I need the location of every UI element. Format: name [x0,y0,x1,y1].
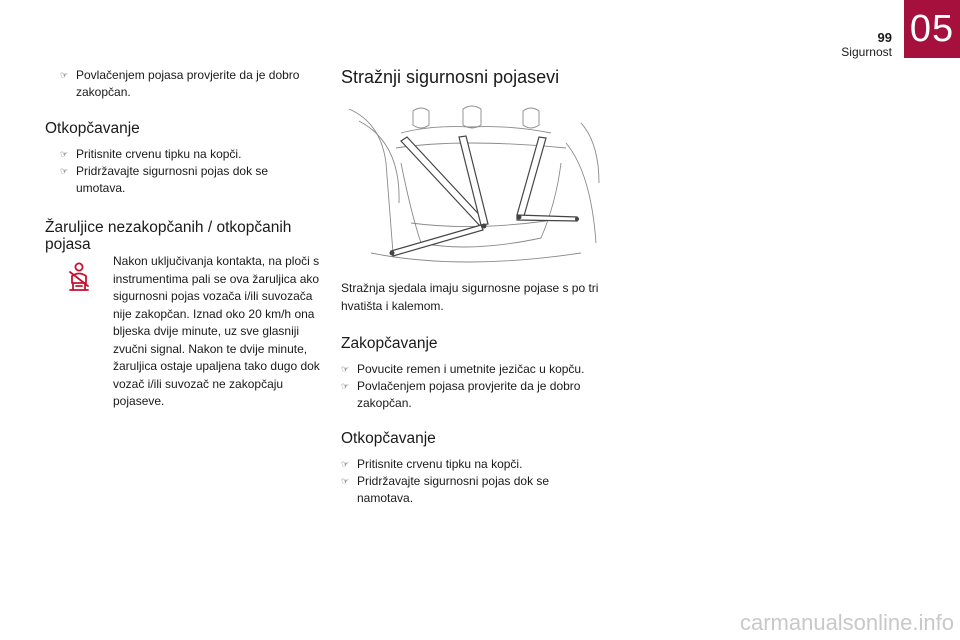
arrow-bullet-icon: ☞ [341,476,350,486]
list-item: ☞ Pritisnite crvenu tipku na kopči. [341,457,523,471]
left-intro [60,67,325,101]
arrow-bullet-icon: ☞ [341,459,350,469]
page-number: 99 [877,30,892,45]
arrow-bullet-icon: ☞ [341,364,350,374]
section-title-warning: Žaruljice nezakopčanih / otkopčanih pojasa [45,219,292,253]
list-item: ☞ Povucite remen i umetnite jezičac u kopču. [341,362,585,376]
page-title: Stražnji sigurnosni pojasevi [341,67,560,87]
illustration-caption: Stražnja sjedala imaju sigurnosne pojase s po tri hvatišta i kalemom. [341,281,599,313]
arrow-bullet-icon: ☞ [60,166,69,176]
list-item: ☞ Pridržavajte sigurnosni pojas dok se namotava. [341,474,550,505]
arrow-bullet-icon: ☞ [60,149,69,159]
list-item: ☞ Povlačenjem pojasa provjerite da je dobro zakopčan. [60,68,300,99]
arrow-bullet-icon: ☞ [60,70,69,80]
left-unfasten-list [60,146,320,197]
list-item: ☞ Povlačenjem pojasa provjerite da je dobro zakopčan. [341,379,581,410]
arrow-bullet-icon: ☞ [341,381,350,391]
list-item: ☞ Pritisnite crvenu tipku na kopči. [60,147,242,161]
list-item: ☞ Pridržavajte sigurnosni pojas dok se umotava. [60,164,269,195]
right-fasten-list [341,361,606,412]
seatbelt-warning-icon [66,262,92,299]
section-title-unfasten: Otkopčavanje [45,120,140,137]
warning-text: Nakon uključivanja kontakta, na ploči s instrumentima pali se ova žaruljica ako sigurnosni pojas vozača i/ili suvozača nije zakopčan. Iznad oko 20 km/h ona bljeska dvije minute, uz sve glasniji zvučni signal. Nakon te dvije minute, žaruljica ostaje upaljena tako dugo dok vozač i/ili suvozač ne zakopčaju pojaseve. [113,254,320,408]
section-title-fasten: Zakopčavanje [341,335,438,352]
right-unfasten-list [341,456,606,507]
watermark: carmanualsonline.info [739,610,954,635]
rear-seatbelts-illustration [341,103,602,275]
section-title-unfasten-rear: Otkopčavanje [341,430,436,447]
section-name: Sigurnost [841,45,892,59]
chapter-tab: 05 [904,0,960,58]
